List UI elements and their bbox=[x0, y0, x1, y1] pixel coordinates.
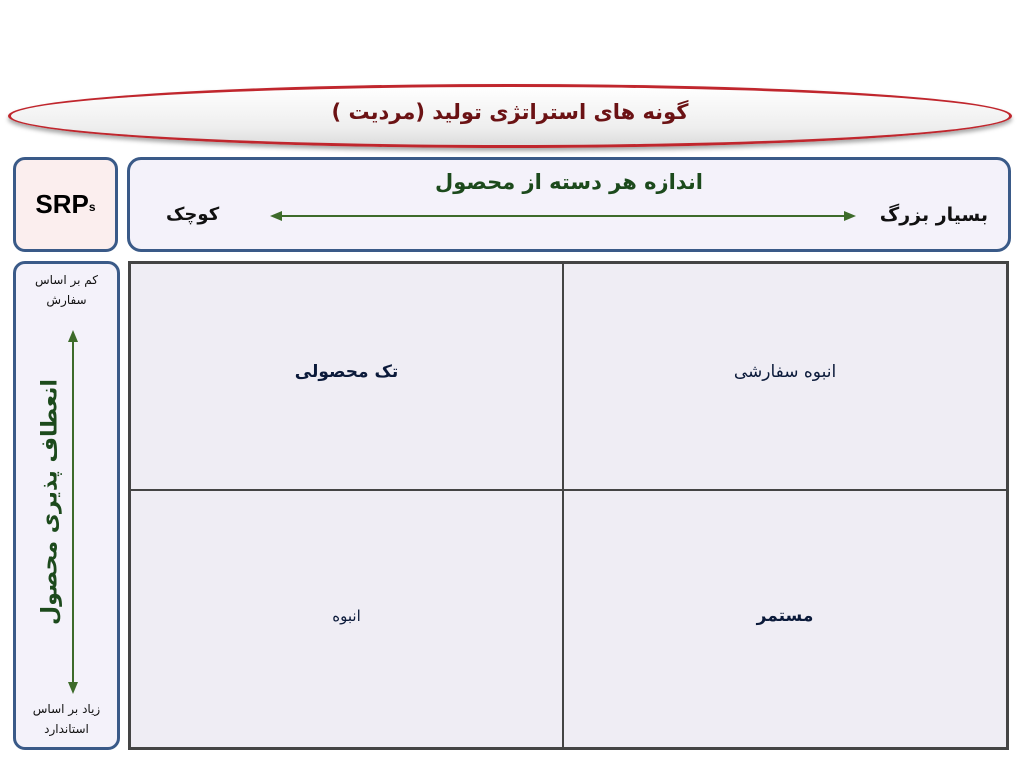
flexibility-axis-box bbox=[13, 261, 120, 750]
flexibility-high-line1: زیاد بر اساس bbox=[32, 702, 101, 716]
slide-title: گونه های استراتژی تولید (مردیت ) bbox=[331, 100, 689, 124]
batch-size-large-label: بسیار بزرگ bbox=[879, 204, 988, 226]
flexibility-high-label bbox=[16, 699, 117, 739]
flexibility-title: انعطاف پذیری محصول bbox=[37, 379, 63, 625]
srp-label-box bbox=[13, 157, 118, 252]
matrix-cell-mass: انبوه bbox=[130, 490, 563, 748]
srp-label: SRP bbox=[35, 189, 89, 219]
vertical-double-arrow-icon bbox=[16, 264, 117, 747]
flexibility-high-line2: استاندارد bbox=[44, 722, 89, 736]
title-banner bbox=[8, 84, 1012, 148]
batch-size-title: اندازه هر دسته از محصول bbox=[434, 170, 703, 194]
horizontal-double-arrow-icon bbox=[130, 160, 1008, 249]
matrix-cell-mass-customization: انبوه سفارشی bbox=[563, 263, 1007, 490]
strategy-matrix bbox=[128, 261, 1009, 750]
batch-size-axis-box bbox=[127, 157, 1011, 252]
flexibility-low-line1: کم بر اساس bbox=[35, 273, 98, 287]
srp-suffix: s bbox=[88, 199, 96, 214]
flexibility-low-line2: سفارش bbox=[46, 293, 87, 307]
matrix-cell-continuous: مستمر bbox=[563, 490, 1007, 748]
batch-size-small-label: کوچک bbox=[166, 204, 220, 225]
matrix-cell-single-product: تک محصولی bbox=[130, 263, 563, 490]
